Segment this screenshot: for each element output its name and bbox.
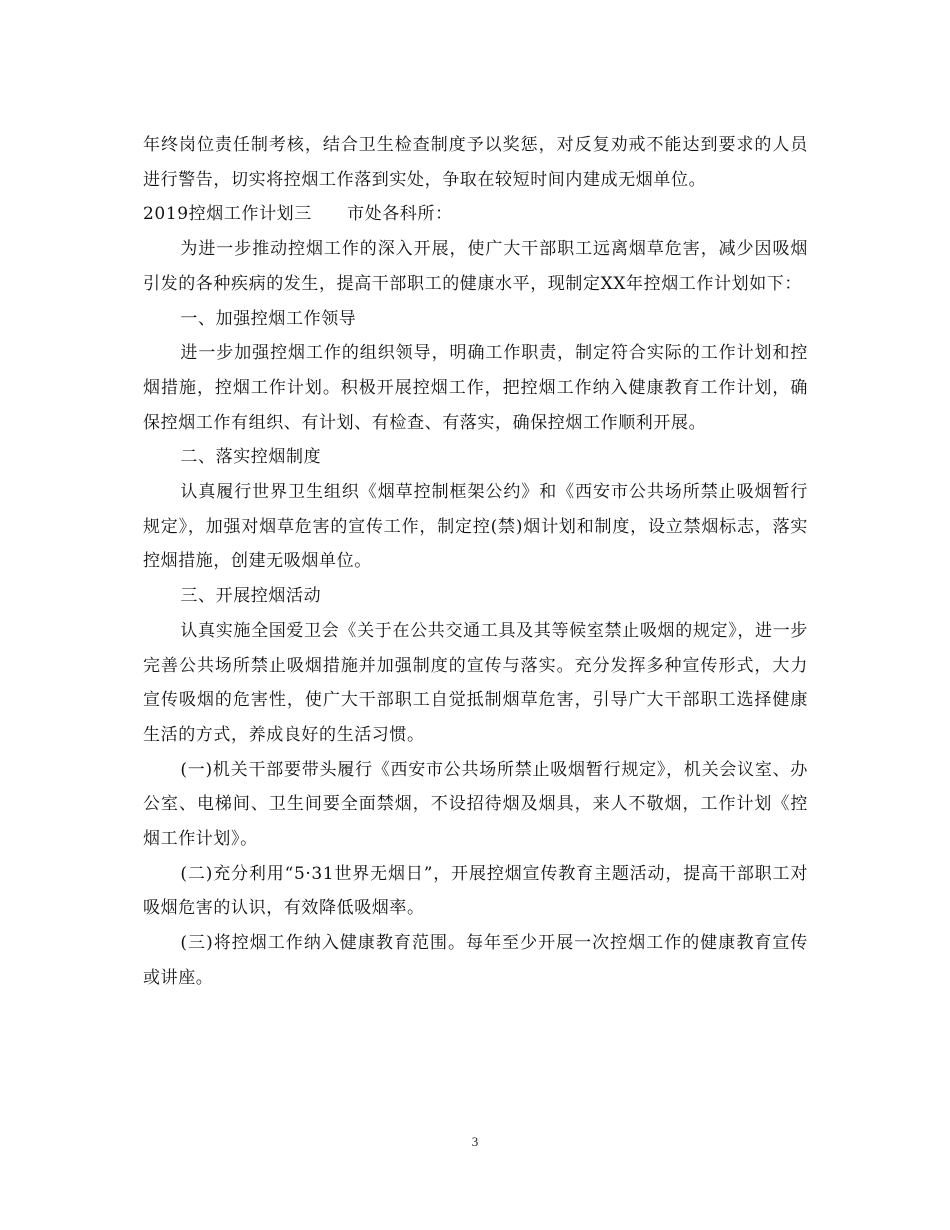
document-body [143,128,808,996]
paragraph-2: 认真履行世界卫生组织《烟草控制框架公约》和《西安市公共场所禁止吸烟暂行规定》，加强对烟草危害的宣传工作，制定控(禁)烟计划和制度，设立禁烟标志，落实控烟措施，创建无吸烟单位。 [143,482,808,572]
paragraph-1: 进一步加强控烟工作的组织领导，明确工作职责，制定符合实际的工作计划和控烟措施，控烟工作计划。积极开展控烟工作，把控烟工作纳入健康教育工作计划，确保控烟工作有组织、有计划、有检查、有落实，确保控烟工作顺利开展。 [143,343,808,433]
heading-2: 二、落实控烟制度 [180,447,322,468]
intro-paragraph: 为进一步推动控烟工作的深入开展，使广大干部职工远离烟草危害，减少因吸烟引发的各种疾病的发生，提高干部职工的健康水平，现制定XX年控烟工作计划如下： [143,239,808,294]
paragraph-continuation: 年终岗位责任制考核，结合卫生检查制度予以奖惩，对反复劝戒不能达到要求的人员进行警告，切实将控烟工作落到实处，争取在较短时间内建成无烟单位。 [143,135,808,190]
paragraph-3: 认真实施全国爱卫会《关于在公共交通工具及其等候室禁止吸烟的规定》，进一步完善公共场所禁止吸烟措施并加强制度的宣传与落实。充分发挥多种宣传形式，大力宣传吸烟的危害性，使广大干部职工自觉抵制烟草危害，引导广大干部职工选择健康生活的方式，养成良好的生活习惯。 [143,620,808,745]
list-item-3: (三)将控烟工作纳入健康教育范围。每年至少开展一次控烟工作的健康教育宣传或讲座。 [143,933,808,988]
heading-3: 三、开展控烟活动 [180,586,322,607]
list-item-2: (二)充分利用“5·31世界无烟日”，开展控烟宣传教育主题活动，提高干部职工对吸烟危害的认识，有效降低吸烟率。 [143,863,808,919]
section-title: 2019控烟工作计划三 市处各科所： [143,204,453,225]
page-number: 3 [471,1134,479,1149]
heading-1: 一、加强控烟工作领导 [180,308,357,329]
list-item-1: (一)机关干部要带头履行《西安市公共场所禁止吸烟暂行规定》，机关会议室、办公室、电梯间、卫生间要全面禁烟，不设招待烟及烟具，来人不敬烟，工作计划《控烟工作计划》。 [143,759,808,850]
